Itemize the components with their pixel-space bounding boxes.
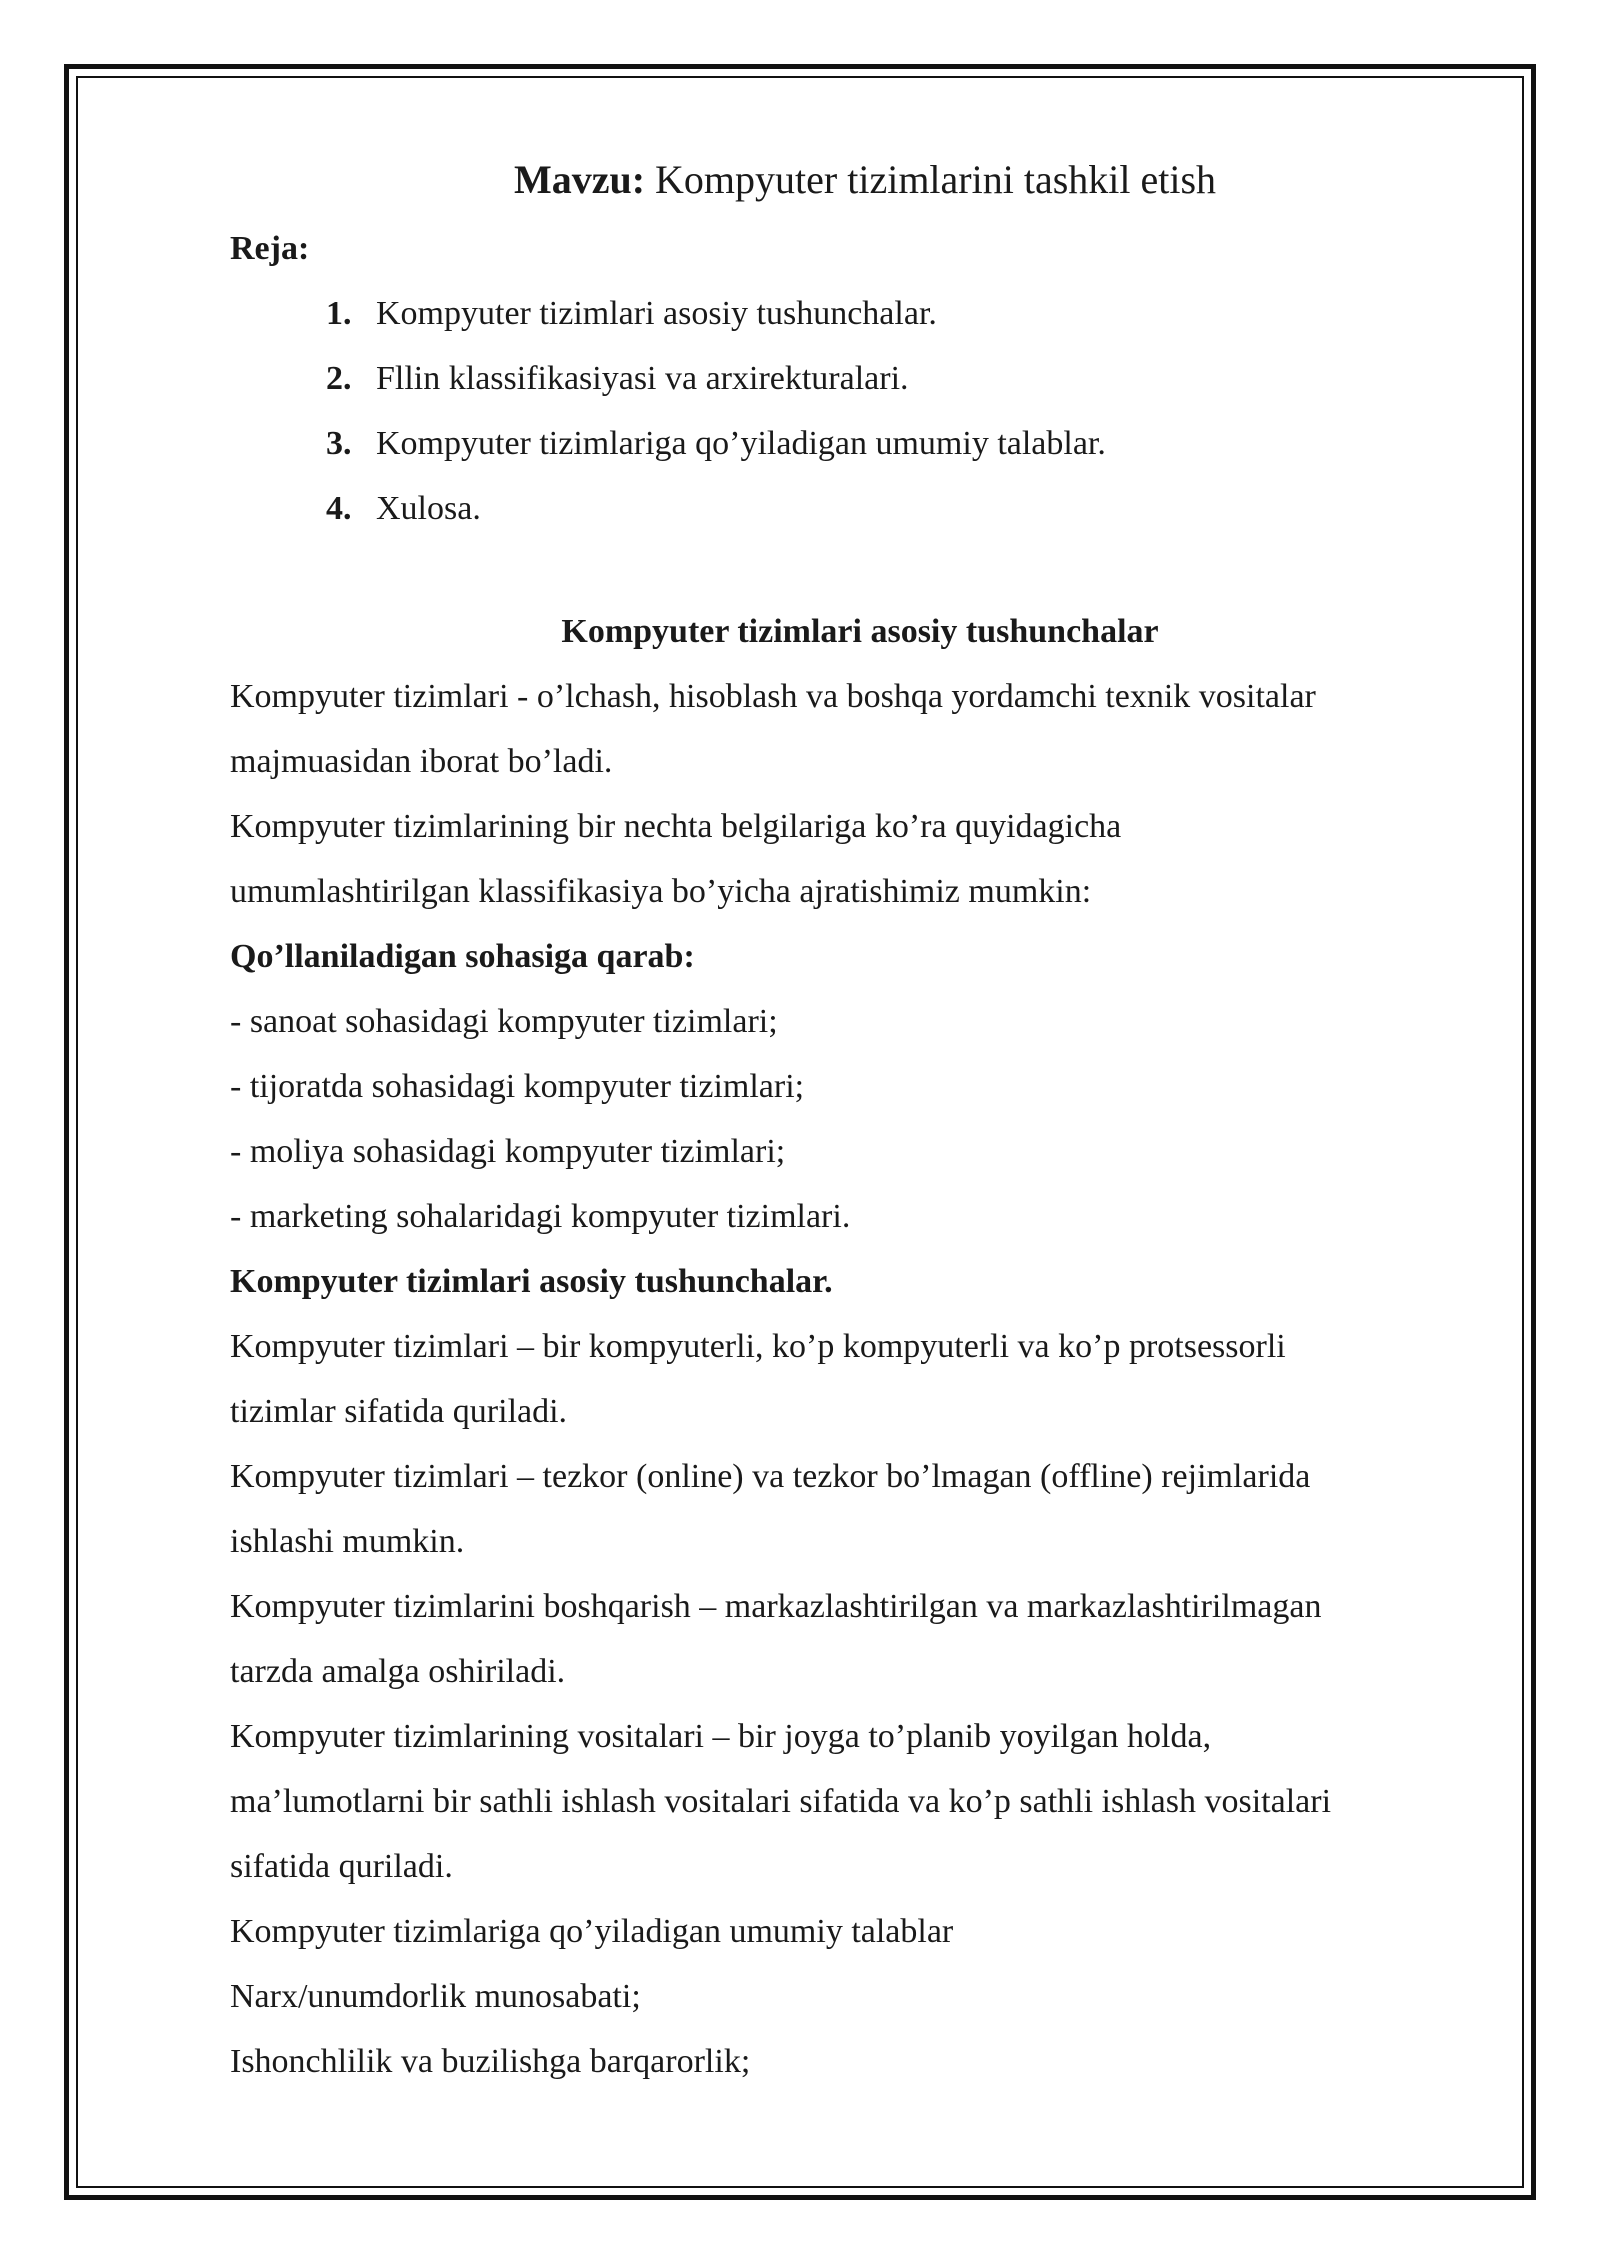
plan-item: [326, 346, 1470, 411]
paragraph-line: Narx/unumdorlik munosabati;: [230, 1978, 641, 2015]
paragraph-line: Kompyuter tizimlari - o’lchash, hisoblash va boshqa yordamchi texnik vositalar: [230, 678, 1316, 715]
section-title: Kompyuter tizimlari asosiy tushunchalar: [561, 613, 1159, 650]
plan-item-text: Xulosa.: [376, 490, 481, 527]
plan-item: [326, 411, 1470, 476]
bullet-item: - marketing sohalaridagi kompyuter tizimlari.: [230, 1198, 851, 1235]
paragraph-line: tizimlar sifatida quriladi.: [230, 1393, 568, 1430]
paragraph-line: Kompyuter tizimlari – tezkor (online) va tezkor bo’lmagan (offline) rejimlarida: [230, 1458, 1311, 1495]
spacer: [230, 541, 1470, 599]
plan-list: [230, 281, 1470, 541]
paragraph-line: Kompyuter tizimlarining bir nechta belgilariga ko’ra quyidagicha: [230, 808, 1122, 845]
bullet-item: - moliya sohasidagi kompyuter tizimlari;: [230, 1133, 786, 1170]
plan-item-number: 2.: [326, 360, 352, 397]
subheading: Kompyuter tizimlari asosiy tushunchalar.: [230, 1263, 833, 1300]
bullet-item: - sanoat sohasidagi kompyuter tizimlari;: [230, 1003, 778, 1040]
paragraph-line: umumlashtirilgan klassifikasiya bo’yicha ajratishimiz mumkin:: [230, 873, 1092, 910]
paragraph-line: Ishonchlilik va buzilishga barqarorlik;: [230, 2043, 751, 2080]
page-title: [230, 150, 1470, 210]
paragraph-line: ma’lumotlarni bir sathli ishlash vositalari sifatida va ko’p sathli ishlash vositalari: [230, 1783, 1332, 1820]
paragraph-line: ishlashi mumkin.: [230, 1523, 465, 1560]
paragraph-line: Kompyuter tizimlari – bir kompyuterli, ko’p kompyuterli va ko’p protsessorli: [230, 1328, 1286, 1365]
paragraph-line: tarzda amalga oshiriladi.: [230, 1653, 566, 1690]
plan-item-number: 4.: [326, 490, 352, 527]
paragraph-line: majmuasidan iborat bo’ladi.: [230, 743, 613, 780]
bullet-item: - tijoratda sohasidagi kompyuter tizimlari;: [230, 1068, 805, 1105]
plan-heading: Reja:: [230, 230, 310, 267]
paragraph-line: Kompyuter tizimlarini boshqarish – markazlashtirilgan va markazlashtirilmagan: [230, 1588, 1322, 1625]
plan-item-text: Kompyuter tizimlari asosiy tushunchalar.: [376, 295, 937, 332]
subheading: Qo’llaniladigan sohasiga qarab:: [230, 938, 695, 975]
plan-item-text: Fllin klassifikasiyasi va arxirekturalari.: [376, 360, 909, 397]
plan-item-number: 1.: [326, 295, 352, 332]
plan-item: [326, 476, 1470, 541]
document-body: [230, 150, 1470, 2094]
paragraph-line: Kompyuter tizimlarining vositalari – bir joyga to’planib yoyilgan holda,: [230, 1718, 1212, 1755]
plan-item-number: 3.: [326, 425, 352, 462]
title-text: Kompyuter tizimlarini tashkil etish: [655, 157, 1217, 202]
title-label: Mavzu:: [513, 157, 646, 202]
paragraph-line: Kompyuter tizimlariga qo’yiladigan umumiy talablar: [230, 1913, 954, 1950]
plan-item-text: Kompyuter tizimlariga qo’yiladigan umumiy talablar.: [376, 425, 1106, 462]
paragraph-line: sifatida quriladi.: [230, 1848, 453, 1885]
plan-item: [326, 281, 1470, 346]
